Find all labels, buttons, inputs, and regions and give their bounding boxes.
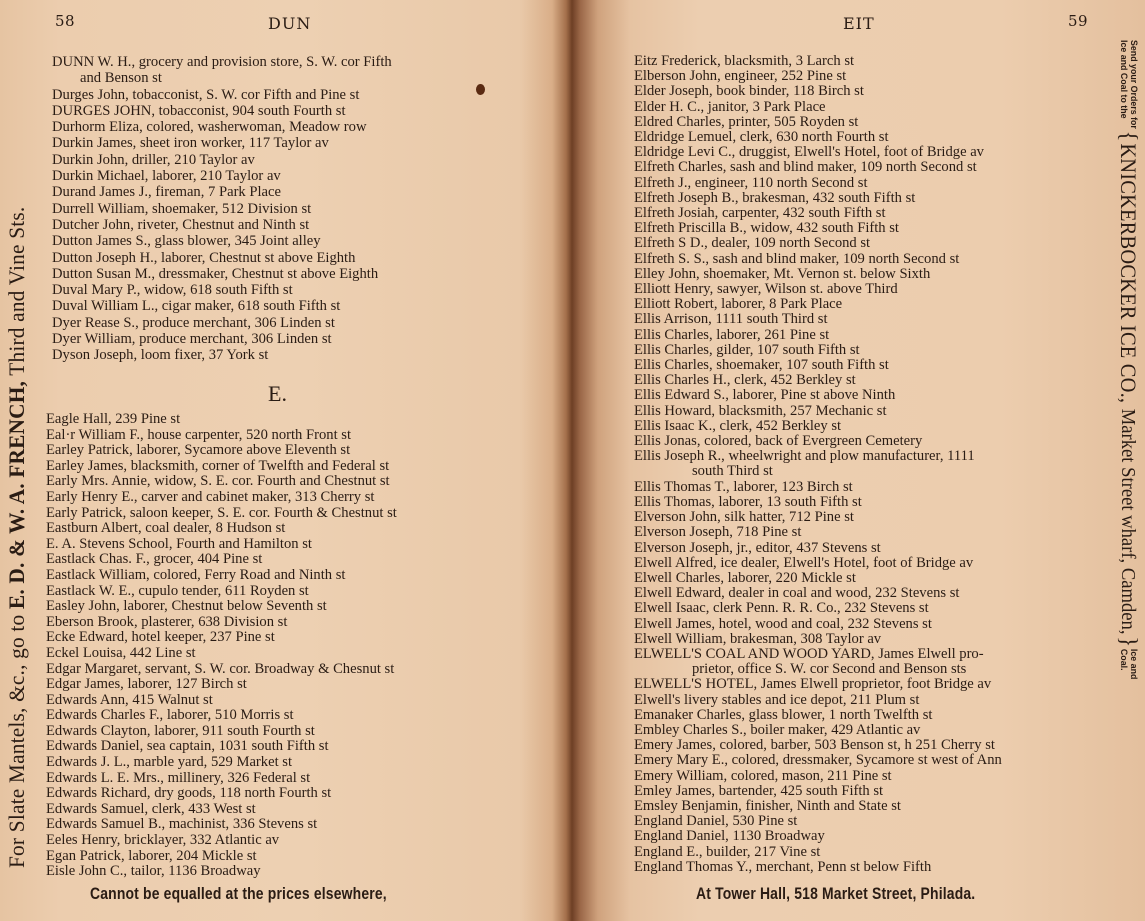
entry-text: England Daniel, 530 Pine st: [634, 813, 798, 830]
directory-entry: [52, 315, 392, 331]
directory-entry: [634, 632, 1002, 647]
directory-entry: [634, 328, 1002, 343]
directory-entry: [634, 541, 1002, 556]
entry-text: Easley John, laborer, Chestnut below Seventh st: [46, 598, 327, 615]
entry-text: Duval William L., cigar maker, 618 south Fifth st: [52, 298, 341, 315]
entry-text: Elder Joseph, book binder, 118 Birch st: [634, 83, 864, 100]
directory-entry: [634, 617, 1002, 632]
entry-text: Elfreth Joseph B., brakesman, 432 south Fifth st: [634, 189, 916, 206]
directory-entry: [46, 412, 397, 428]
directory-entry: [46, 708, 397, 724]
entry-text: Dutton Joseph H., laborer, Chestnut st above Eighth: [52, 249, 356, 266]
directory-entry: [634, 297, 1002, 312]
directory-entry: [46, 802, 397, 818]
directory-entry: [46, 630, 397, 646]
entry-text: Elwell Isaac, clerk Penn. R. R. Co., 232 Stevens st: [634, 600, 929, 617]
directory-entry: [46, 552, 397, 568]
directory-entry: [634, 693, 1002, 708]
directory-entry: [634, 69, 1002, 84]
margin-ad-tail-line2: Coal.: [1118, 648, 1129, 671]
entry-text: Ellis Joseph R., wheelwright and plow manufacturer, 1111: [634, 448, 975, 465]
directory-entry: [46, 817, 397, 833]
directory-entry: [634, 571, 1002, 586]
directory-entry: [634, 100, 1002, 115]
entry-text: Eldridge Levi C., druggist, Elwell's Hotel, foot of Bridge av: [634, 144, 984, 161]
directory-entry: [634, 160, 1002, 175]
directory-entry: [634, 206, 1002, 221]
directory-entry: [634, 784, 1002, 799]
entry-text: Dyer Rease S., produce merchant, 306 Linden st: [52, 314, 335, 331]
margin-ad-lead: [1118, 40, 1138, 129]
margin-ad-lead-line2: Ice and Coal to the: [1118, 40, 1129, 119]
directory-entry: [634, 860, 1002, 875]
directory-entry: [634, 647, 1002, 677]
directory-entry: [52, 87, 392, 103]
entry-text: Elliott Robert, laborer, 8 Park Place: [634, 296, 843, 313]
directory-entry: [52, 282, 392, 298]
entry-text: Durrell William, shoemaker, 512 Division st: [52, 200, 312, 217]
directory-entry: [52, 266, 392, 282]
directory-entry: [634, 343, 1002, 358]
entry-text: Duval Mary P., widow, 618 south Fifth st: [52, 282, 293, 299]
entry-continuation: and Benson st: [80, 70, 162, 87]
entry-text: Eal·r William F., house carpenter, 520 north Front st: [46, 426, 352, 443]
entry-text: Ellis Charles, shoemaker, 107 south Fifth st: [634, 357, 889, 374]
entry-continuation: south Third st: [692, 463, 773, 480]
directory-entry: [46, 724, 397, 740]
directory-entry: [46, 506, 397, 522]
right-page: [578, 0, 1089, 921]
entry-text: DUNN W. H., grocery and provision store, S. W. cor Fifth: [52, 54, 392, 70]
entry-text: Dutton James S., glass blower, 345 Joint alley: [52, 233, 321, 250]
entry-text: Edgar Margaret, servant, S. W. cor. Broadway & Chesnut st: [46, 660, 395, 677]
entry-text: Elverson Joseph, 718 Pine st: [634, 524, 802, 541]
entry-text: Ellis Thomas, laborer, 13 south Fifth st: [634, 493, 862, 510]
entry-text: Eckel Louisa, 442 Line st: [46, 644, 196, 661]
directory-entry: [634, 753, 1002, 768]
entry-text: Eastlack William, colored, Ferry Road and Ninth st: [46, 566, 346, 583]
page-number: 59: [1068, 12, 1089, 30]
entry-text: Emsley Benjamin, finisher, Ninth and State st: [634, 797, 901, 814]
entry-text: Edwards Charles F., laborer, 510 Morris st: [46, 707, 294, 724]
directory-entry: [634, 115, 1002, 130]
directory-entry: [52, 184, 392, 200]
directory-entry: [634, 221, 1002, 236]
entry-text: Eitz Frederick, blacksmith, 3 Larch st: [634, 53, 855, 69]
entry-text: Durkin James, sheet iron worker, 117 Taylor av: [52, 135, 329, 152]
entry-text: Eberson Brook, plasterer, 638 Division st: [46, 613, 288, 630]
directory-entry: [46, 599, 397, 615]
entry-text: Durkin Michael, laborer, 210 Taylor av: [52, 168, 281, 185]
entry-text: Elfreth Josiah, carpenter, 432 south Fifth st: [634, 205, 886, 222]
entry-text: Edgar James, laborer, 127 Birch st: [46, 676, 247, 693]
margin-ad-tail: Third and Vine Sts.: [4, 206, 29, 376]
entry-text: Ellis Jonas, colored, back of Evergreen Cemetery: [634, 433, 923, 450]
entry-text: Edwards Daniel, sea captain, 1031 south Fifth st: [46, 738, 329, 755]
directory-entry: [634, 54, 1002, 69]
directory-entry: [52, 250, 392, 266]
directory-entry: [52, 54, 392, 87]
entry-text: Elley John, shoemaker, Mt. Vernon st. below Sixth: [634, 265, 931, 282]
margin-advertisement: [4, 207, 30, 868]
entry-text: Eagle Hall, 239 Pine st: [46, 411, 181, 427]
directory-entry: [634, 525, 1002, 540]
margin-ad-tail-line1: Ice and: [1128, 648, 1139, 680]
directory-entry: [46, 833, 397, 849]
entry-text: Emanaker Charles, glass blower, 1 north Twelfth st: [634, 706, 933, 723]
entry-text: Elfreth S. S., sash and blind maker, 109 north Second st: [634, 250, 960, 267]
directory-entry: [634, 723, 1002, 738]
entry-text: Ellis Arrison, 1111 south Third st: [634, 311, 828, 328]
entry-text: Edwards Clayton, laborer, 911 south Fourth st: [46, 722, 315, 739]
entry-text: Ellis Edward S., laborer, Pine st above Ninth: [634, 387, 896, 404]
directory-entry: [634, 358, 1002, 373]
entry-text: Ellis Howard, blacksmith, 257 Mechanic st: [634, 402, 887, 419]
entry-text: Elliott Henry, sawyer, Wilson st. above Third: [634, 281, 898, 298]
entry-text: England E., builder, 217 Vine st: [634, 843, 821, 860]
directory-entry: [46, 771, 397, 787]
entry-text: E. A. Stevens School, Fourth and Hamilton st: [46, 535, 312, 552]
directory-entry: [46, 864, 397, 880]
entry-text: Elverson Joseph, jr., editor, 437 Stevens st: [634, 539, 881, 556]
directory-entry: [634, 845, 1002, 860]
entry-text: Eastlack W. E., cupulo tender, 611 Royden st: [46, 582, 309, 599]
directory-entry: [52, 217, 392, 233]
directory-entry: [634, 373, 1002, 388]
section-letter: E.: [268, 381, 287, 406]
entry-text: England Thomas Y., merchant, Penn st below Fifth: [634, 858, 932, 875]
directory-entry: [634, 601, 1002, 616]
directory-entry: [46, 662, 397, 678]
entry-text: Edwards Ann, 415 Walnut st: [46, 691, 213, 708]
ink-spot: [476, 84, 485, 95]
directory-entry: [52, 119, 392, 135]
brace-close: }: [1115, 636, 1141, 648]
entry-text: Emley James, bartender, 425 south Fifth st: [634, 782, 884, 799]
directory-entry: [46, 584, 397, 600]
directory-entry: [634, 814, 1002, 829]
entry-text: Early Henry E., carver and cabinet maker, 313 Cherry st: [46, 488, 375, 505]
entry-text: Durges John, tobacconist, S. W. cor Fifth and Pine st: [52, 86, 360, 103]
entry-text: Durkin John, driller, 210 Taylor av: [52, 151, 255, 168]
entry-text: Dyer William, produce merchant, 306 Linden st: [52, 331, 332, 348]
directory-entry: [634, 419, 1002, 434]
directory-entry: [52, 233, 392, 249]
directory-entry: [634, 404, 1002, 419]
directory-entry: [634, 480, 1002, 495]
entry-text: Eisle John C., tailor, 1136 Broadway: [46, 863, 261, 880]
margin-ad-name: E. D. & W. A. FRENCH,: [4, 380, 29, 610]
entry-text: Edwards Samuel, clerk, 433 West st: [46, 800, 256, 817]
entry-continuation: prietor, office S. W. cor Second and Benson sts: [692, 661, 967, 678]
entry-text: ELWELL'S HOTEL, James Elwell proprietor, foot Bridge av: [634, 676, 992, 693]
page-footer: Cannot be equalled at the prices elsewhere,: [90, 884, 387, 903]
directory-entry: [634, 510, 1002, 525]
margin-ad-lead-line1: Send your Orders for: [1128, 40, 1139, 129]
directory-list-d: [52, 54, 392, 364]
entry-text: Elder H. C., janitor, 3 Park Place: [634, 98, 826, 115]
directory-entry: [46, 459, 397, 475]
entry-text: Elfreth S D., dealer, 109 north Second st: [634, 235, 871, 252]
directory-entry: [46, 568, 397, 584]
entry-text: Earley Patrick, laborer, Sycamore above Eleventh st: [46, 442, 351, 459]
margin-ad-lead: For Slate Mantels, &c., go to: [4, 614, 29, 868]
directory-entry: [46, 443, 397, 459]
margin-ad-name: KNICKERBOCKER ICE CO.,: [1116, 143, 1141, 404]
entry-text: Durhorm Eliza, colored, washerwoman, Meadow row: [52, 119, 367, 136]
entry-text: Elfreth Priscilla B., widow, 432 south Fifth st: [634, 220, 899, 237]
entry-text: Elverson John, silk hatter, 712 Pine st: [634, 509, 854, 526]
directory-entry: [52, 347, 392, 363]
directory-entry: [634, 267, 1002, 282]
directory-entry: [634, 738, 1002, 753]
entry-text: Early Patrick, saloon keeper, S. E. cor. Fourth & Chestnut st: [46, 504, 397, 521]
directory-entry: [634, 677, 1002, 692]
entry-text: Elfreth Charles, sash and blind maker, 109 north Second st: [634, 159, 977, 176]
directory-entry: [46, 739, 397, 755]
entry-text: Elwell Alfred, ice dealer, Elwell's Hotel, foot of Bridge av: [634, 554, 974, 571]
entry-text: Edwards Richard, dry goods, 118 north Fourth st: [46, 785, 332, 802]
directory-entry: [46, 474, 397, 490]
entry-text: Dyson Joseph, loom fixer, 37 York st: [52, 347, 269, 364]
entry-text: Eastburn Albert, coal dealer, 8 Hudson st: [46, 520, 286, 537]
entry-text: Elwell's livery stables and ice depot, 211 Plum st: [634, 691, 920, 708]
entry-text: Early Mrs. Annie, widow, S. E. cor. Fourth and Chestnut st: [46, 473, 390, 490]
directory-entry: [52, 298, 392, 314]
directory-entry: [52, 168, 392, 184]
entry-text: Eldred Charles, printer, 505 Royden st: [634, 113, 859, 130]
entry-text: Egan Patrick, laborer, 204 Mickle st: [46, 847, 257, 864]
directory-entry: [46, 849, 397, 865]
entry-text: Emery William, colored, mason, 211 Pine st: [634, 767, 892, 784]
entry-text: Earley James, blacksmith, corner of Twelfth and Federal st: [46, 457, 390, 474]
left-page: [0, 0, 565, 921]
entry-text: Edwards J. L., marble yard, 529 Market st: [46, 754, 293, 771]
directory-entry: [46, 693, 397, 709]
margin-ad-tail: [1118, 649, 1138, 679]
directory-entry: [46, 428, 397, 444]
directory-entry: [52, 103, 392, 119]
entry-text: Elwell Charles, laborer, 220 Mickle st: [634, 569, 856, 586]
directory-list-e: [46, 412, 397, 880]
entry-text: Elwell Edward, dealer in coal and wood, 232 Stevens st: [634, 585, 960, 602]
directory-entry: [634, 191, 1002, 206]
entry-text: Edwards L. E. Mrs., millinery, 326 Federal st: [46, 769, 311, 786]
directory-entry: [46, 615, 397, 631]
directory-entry: [634, 799, 1002, 814]
directory-entry: [634, 829, 1002, 844]
running-head: EIT: [843, 14, 875, 33]
page-number: 58: [55, 12, 76, 30]
directory-entry: [634, 84, 1002, 99]
entry-text: Ellis Charles H., clerk, 452 Berkley st: [634, 372, 856, 389]
directory-entry: [46, 755, 397, 771]
directory-entry: [634, 769, 1002, 784]
margin-ad-address: Market Street wharf, Camden,: [1117, 408, 1139, 635]
directory-entry: [46, 646, 397, 662]
directory-entry: [634, 586, 1002, 601]
entry-text: England Daniel, 1130 Broadway: [634, 828, 825, 845]
entry-text: Ecke Edward, hotel keeper, 237 Pine st: [46, 629, 275, 646]
entry-text: Elberson John, engineer, 252 Pine st: [634, 68, 847, 85]
directory-entry: [634, 236, 1002, 251]
directory-entry: [52, 135, 392, 151]
entry-text: Ellis Thomas T., laborer, 123 Birch st: [634, 478, 853, 495]
directory-entry: [46, 677, 397, 693]
directory-entry: [52, 331, 392, 347]
entry-text: ELWELL'S COAL AND WOOD YARD, James Elwell pro-: [634, 645, 984, 662]
directory-entry: [634, 388, 1002, 403]
directory-entry: [634, 282, 1002, 297]
margin-advertisement-right: [1113, 40, 1143, 679]
directory-entry: [52, 152, 392, 168]
directory-entry: [634, 449, 1002, 479]
directory-entry: [52, 201, 392, 217]
entry-text: Durand James J., fireman, 7 Park Place: [52, 184, 281, 201]
running-head: DUN: [268, 14, 312, 33]
entry-text: Dutton Susan M., dressmaker, Chestnut st above Eighth: [52, 265, 379, 282]
directory-entry: [634, 434, 1002, 449]
entry-text: Eldridge Lemuel, clerk, 630 north Fourth st: [634, 129, 889, 146]
entry-text: Elwell James, hotel, wood and coal, 232 Stevens st: [634, 615, 932, 632]
directory-entry: [634, 130, 1002, 145]
directory-entry: [46, 786, 397, 802]
directory-entry: [46, 521, 397, 537]
entry-text: Ellis Isaac K., clerk, 452 Berkley st: [634, 417, 842, 434]
entry-text: Ellis Charles, gilder, 107 south Fifth st: [634, 341, 860, 358]
entry-text: Ellis Charles, laborer, 261 Pine st: [634, 326, 830, 343]
directory-entry: [46, 490, 397, 506]
entry-text: Elwell William, brakesman, 308 Taylor av: [634, 630, 882, 647]
entry-text: Eeles Henry, bricklayer, 332 Atlantic av: [46, 832, 280, 849]
directory-entry: [634, 312, 1002, 327]
entry-text: Embley Charles S., boiler maker, 429 Atlantic av: [634, 721, 921, 738]
directory-entry: [634, 252, 1002, 267]
entry-text: Edwards Samuel B., machinist, 336 Stevens st: [46, 816, 318, 833]
directory-entry: [46, 537, 397, 553]
entry-text: Eastlack Chas. F., grocer, 404 Pine st: [46, 551, 263, 568]
entry-text: Emery Mary E., colored, dressmaker, Sycamore st west of Ann: [634, 752, 1002, 769]
directory-entry: [634, 145, 1002, 160]
entry-text: Dutcher John, riveter, Chestnut and Ninth st: [52, 216, 310, 233]
directory-entry: [634, 708, 1002, 723]
page-footer: At Tower Hall, 518 Market Street, Philada.: [696, 884, 976, 903]
directory-entry: [634, 556, 1002, 571]
directory-list: [634, 54, 1002, 875]
directory-entry: [634, 495, 1002, 510]
entry-text: Emery James, colored, barber, 503 Benson st, h 251 Cherry st: [634, 737, 995, 754]
entry-text: Elfreth J., engineer, 110 north Second st: [634, 174, 868, 191]
directory-entry: [634, 176, 1002, 191]
entry-text: DURGES JOHN, tobacconist, 904 south Fourth st: [52, 102, 346, 119]
brace-open: {: [1115, 130, 1141, 142]
